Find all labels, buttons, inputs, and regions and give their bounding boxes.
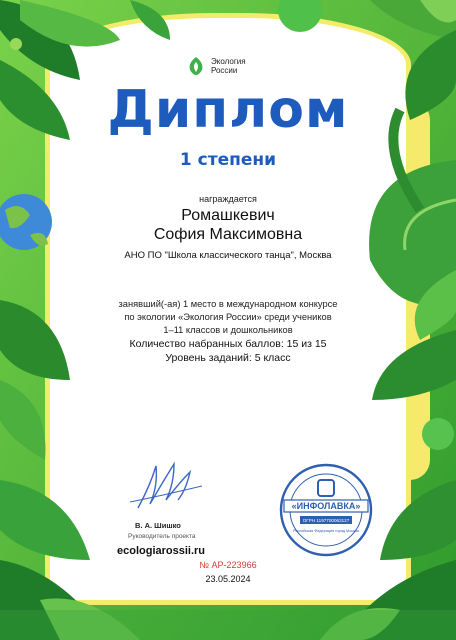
level-line: Уровень заданий: 5 класс — [165, 351, 291, 364]
recipient-name — [0, 206, 456, 244]
diploma-degree: 1 степени — [179, 150, 277, 170]
description-line-2: по экологии «Экология России» среди учеников — [124, 312, 332, 322]
leaf-logo-icon — [187, 56, 205, 76]
recipient-surname: Ромашкевич — [181, 207, 275, 224]
stamp-ogrn: ОГРН 1197700063127 — [302, 518, 350, 523]
description-line-1: занявший(-ая) 1 место в международном конкурсе — [118, 299, 338, 309]
logo-text — [211, 57, 246, 75]
stamp-small-text: Российская Федерация город Москва — [292, 529, 360, 533]
signatory-name: В. А. Шишко — [135, 521, 181, 530]
achievement-description — [0, 298, 456, 337]
logo-line-1: Экология — [211, 57, 246, 66]
score-line: Количество набранных баллов: 15 из 15 — [129, 338, 327, 350]
signature-icon — [120, 456, 210, 516]
diploma-title: Диплом — [107, 80, 349, 140]
stamp-brand: «ИНФОЛАВКА» — [291, 501, 361, 511]
certificate-number: № АР-223966 — [199, 560, 257, 570]
recipient-given-name: София Максимовна — [153, 226, 303, 243]
score-block — [0, 338, 456, 365]
description-line-3: 1–11 классов и дошкольников — [163, 325, 293, 335]
awarded-label: награждается — [199, 194, 257, 204]
logo-line-2: России — [211, 66, 238, 75]
website: ecologiarossii.ru — [117, 545, 206, 557]
issue-date: 23.05.2024 — [205, 574, 251, 584]
ecology-russia-logo — [187, 56, 246, 76]
organization: АНО ПО "Школа классического танца", Москва — [124, 250, 332, 261]
signatory-role: Руководитель проекта — [128, 533, 196, 540]
official-stamp — [278, 462, 374, 558]
